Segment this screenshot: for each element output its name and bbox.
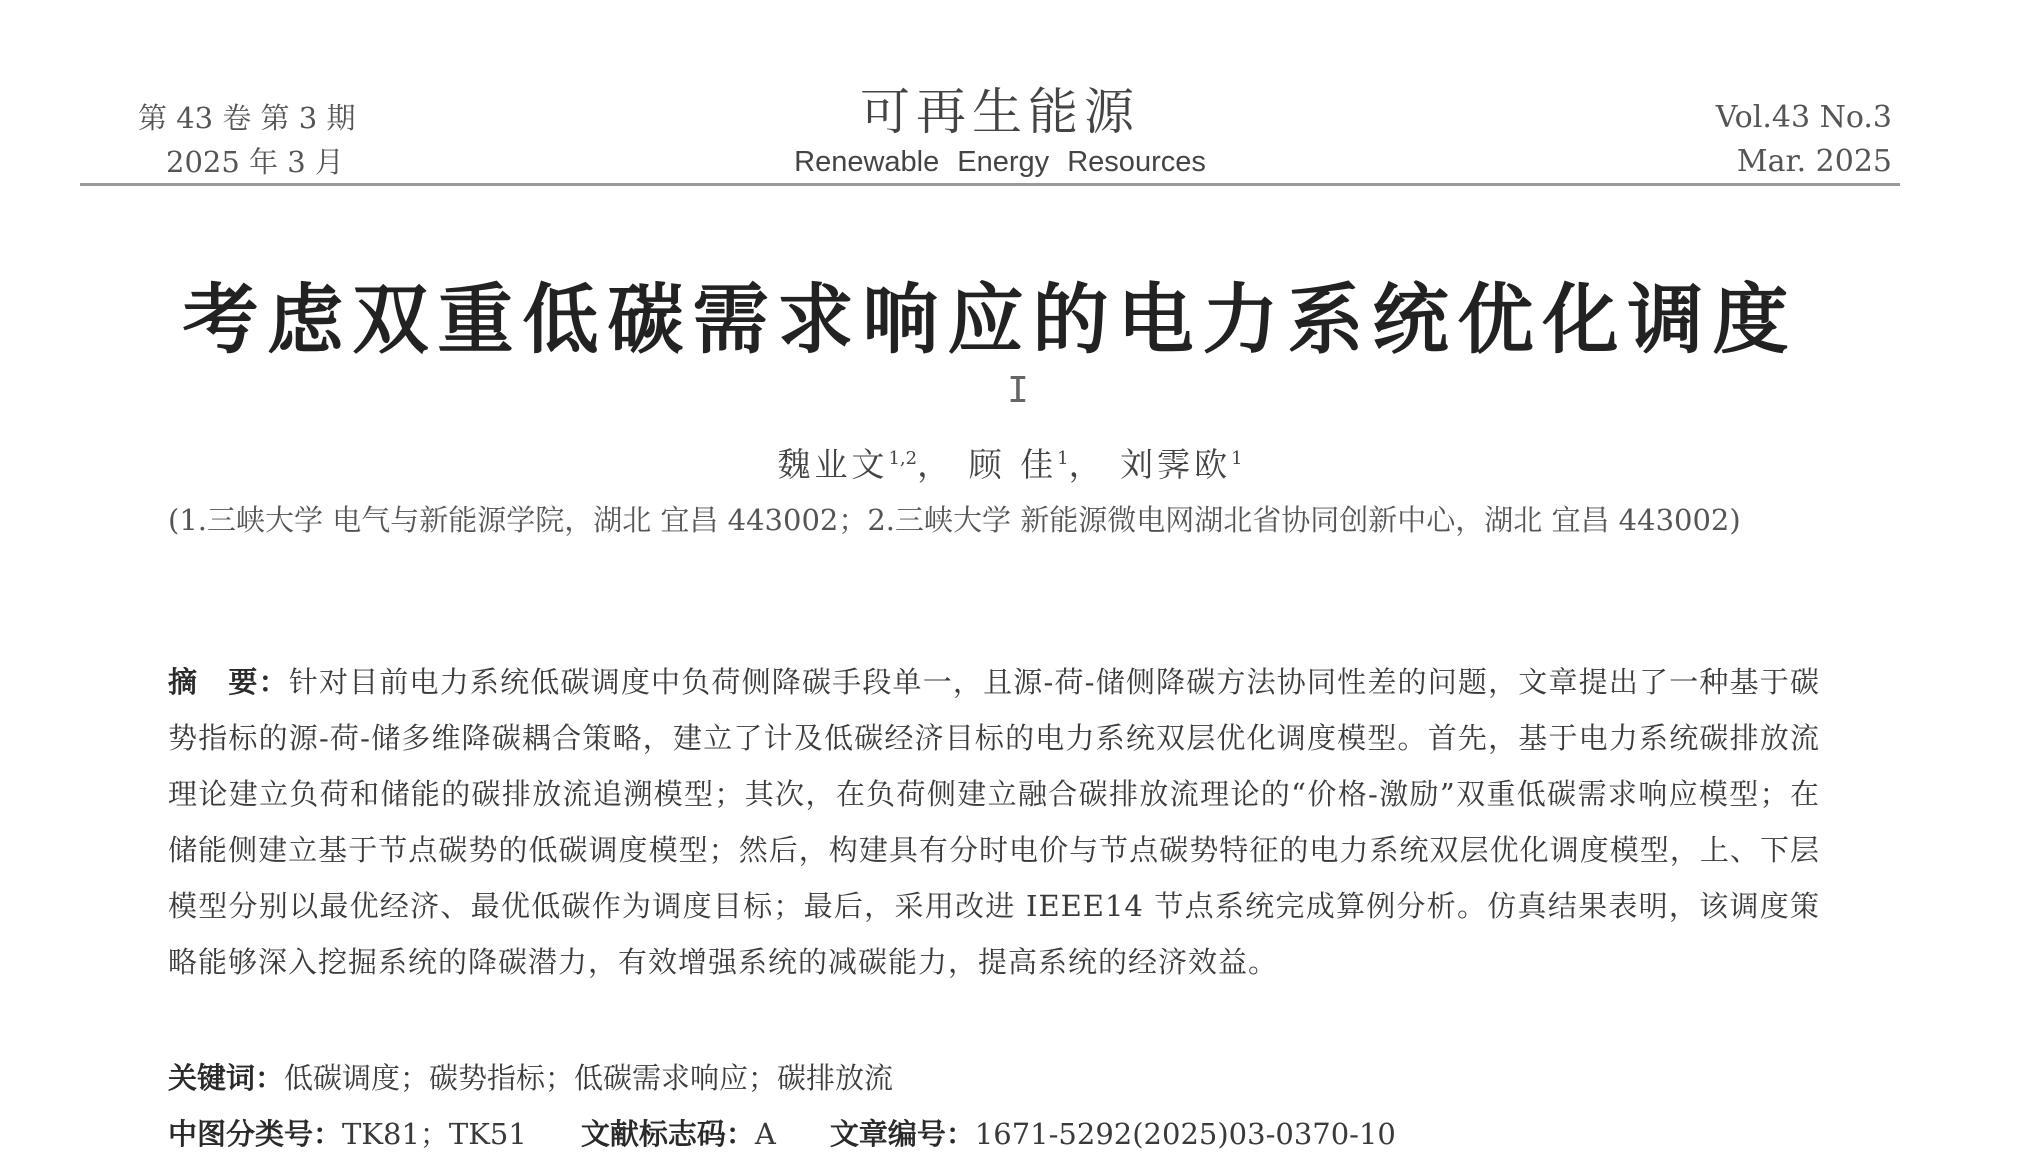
author-separator: ， [917, 445, 955, 484]
affiliations: (1.三峡大学 电气与新能源学院，湖北 宜昌 443002；2.三峡大学 新能源微电网湖北省协同创新中心，湖北 宜昌 443002) [168, 503, 1741, 537]
text-cursor-icon: I [1007, 370, 1029, 411]
journal-name-cn: 可再生能源 [860, 83, 1140, 141]
author-affiliation-mark: 1,2 [888, 448, 918, 469]
header-divider [80, 183, 1900, 186]
clc-label: 中图分类号： [168, 1117, 343, 1151]
abstract-label: 摘 要： [168, 665, 289, 699]
article-number-value: 1671-5292(2025)03-0370-10 [974, 1117, 1396, 1151]
clc-value: TK81；TK51 [342, 1117, 527, 1151]
doc-code-label: 文献标志码： [580, 1117, 755, 1151]
author-name: 顾 佳 [968, 445, 1058, 484]
paper-title: 考虑双重低碳需求响应的电力系统优化调度 [182, 275, 1798, 364]
issue-info [138, 96, 355, 184]
author-name: 刘霁欧 [1120, 445, 1232, 484]
author-affiliation-mark: 1 [1231, 448, 1243, 469]
author-affiliation-mark: 1 [1057, 448, 1069, 469]
doc-code-value: A [754, 1117, 776, 1151]
journal-masthead [700, 80, 1300, 180]
author-name: 魏业文 [777, 445, 889, 484]
author-separator: ， [1068, 445, 1106, 484]
article-number-label: 文章编号： [829, 1117, 975, 1151]
abstract-text: 针对目前电力系统低碳调度中负荷侧降碳手段单一，且源-荷-储侧降碳方法协同性差的问题，文章提出了一种基于碳势指标的源-荷-储多维降碳耦合策略，建立了计及低碳经济目标的电力系统双层优化调度模型。首先，基于电力系统碳排放流理论建立负荷和储能的碳排放流追溯模型；其次，在负荷侧建立融合碳排放流理论的“价格-激励”双重低碳需求响应模型；在储能侧建立基于节点碳势的低碳调度模型；然后，构建具有分时电价与节点碳势特征的电力系统双层优化调度模型，上、下层模型分别以最优经济、最优低碳作为调度目标；最后，采用改进 IEEE14 节点系统完成算例分析。仿真结果表明，该调度策略能够深入挖掘系统的降碳潜力，有效增强系统的减碳能力，提高系统的经济效益。 [168, 665, 1820, 979]
abstract [168, 654, 1820, 990]
issue-info-en [1716, 96, 1892, 184]
keywords [168, 1050, 1820, 1106]
keywords-text: 低碳调度；碳势指标；低碳需求响应；碳排放流 [284, 1061, 894, 1095]
author-list [500, 435, 1520, 489]
volume-issue: 第 43 卷 第 3 期 [138, 101, 356, 135]
issue-date: 2025 年 3 月 [166, 145, 344, 179]
journal-name-en: Renewable Energy Resources [794, 146, 1206, 178]
issue-date-en: Mar. 2025 [1736, 144, 1892, 179]
keywords-label: 关键词： [168, 1061, 285, 1095]
classification-line [168, 1106, 1868, 1152]
volume-issue-en: Vol.43 No.3 [1715, 100, 1892, 135]
